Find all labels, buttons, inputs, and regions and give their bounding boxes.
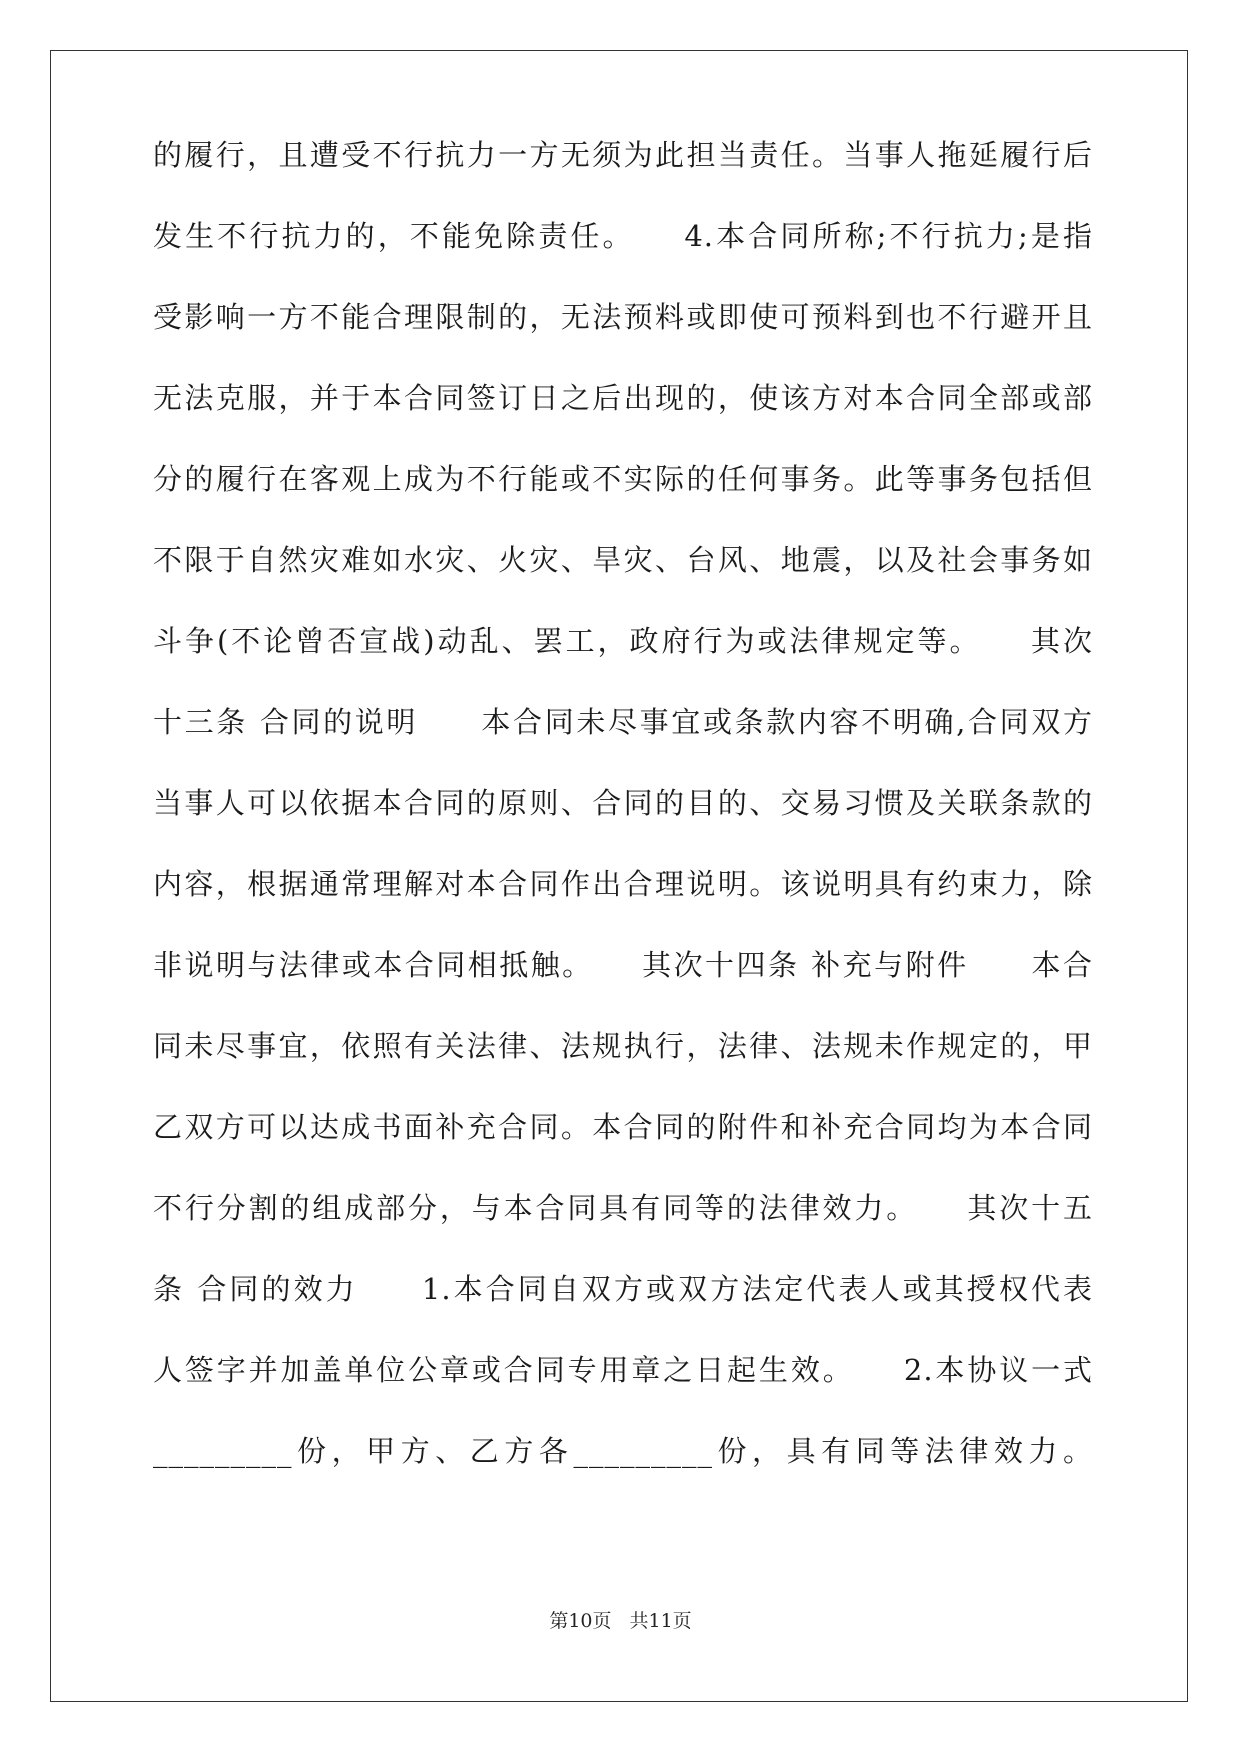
text-line: 不限于自然灾难如水灾、火灾、旱灾、台风、地震，以及社会事务如 bbox=[153, 543, 1093, 577]
text-line: 人签字并加盖单位公章或合同专用章之日起生效。 2.本协议一式 bbox=[153, 1353, 1093, 1387]
text-line: 受影响一方不能合理限制的，无法预料或即使可预料到也不行避开且 bbox=[153, 300, 1093, 334]
text-line: 内容，根据通常理解对本合同作出合理说明。该说明具有约束力，除 bbox=[153, 867, 1093, 901]
text-line: 发生不行抗力的，不能免除责任。 4.本合同所称;不行抗力;是指 bbox=[153, 219, 1093, 253]
contract-body-text bbox=[153, 138, 1093, 1532]
text-line: 无法克服，并于本合同签订日之后出现的，使该方对本合同全部或部 bbox=[153, 381, 1093, 415]
text-line: 乙双方可以达成书面补充合同。本合同的附件和补充合同均为本合同 bbox=[153, 1110, 1093, 1144]
text-line: 条 合同的效力 1.本合同自双方或双方法定代表人或其授权代表 bbox=[153, 1272, 1093, 1306]
text-line: 当事人可以依据本合同的原则、合同的目的、交易习惯及关联条款的 bbox=[153, 786, 1093, 820]
page-total-label: 共11页 bbox=[629, 1610, 692, 1632]
text-line: 非说明与法律或本合同相抵触。 其次十四条 补充与附件 本合 bbox=[153, 948, 1093, 982]
text-line: 不行分割的组成部分，与本合同具有同等的法律效力。 其次十五 bbox=[153, 1191, 1093, 1225]
text-line: 十三条 合同的说明 本合同未尽事宜或条款内容不明确,合同双方 bbox=[153, 705, 1093, 739]
page-current-label: 第10页 bbox=[549, 1610, 612, 1632]
text-line: 的履行，且遭受不行抗力一方无须为此担当责任。当事人拖延履行后 bbox=[153, 138, 1093, 172]
text-line: _________份，甲方、乙方各_________份，具有同等法律效力。 bbox=[153, 1434, 1093, 1468]
text-line: 分的履行在客观上成为不行能或不实际的任何事务。此等事务包括但 bbox=[153, 462, 1093, 496]
text-line: 同未尽事宜，依照有关法律、法规执行，法律、法规未作规定的，甲 bbox=[153, 1029, 1093, 1063]
text-line: 斗争(不论曾否宣战)动乱、罢工，政府行为或法律规定等。 其次 bbox=[153, 624, 1093, 658]
page-footer bbox=[0, 1606, 1241, 1633]
